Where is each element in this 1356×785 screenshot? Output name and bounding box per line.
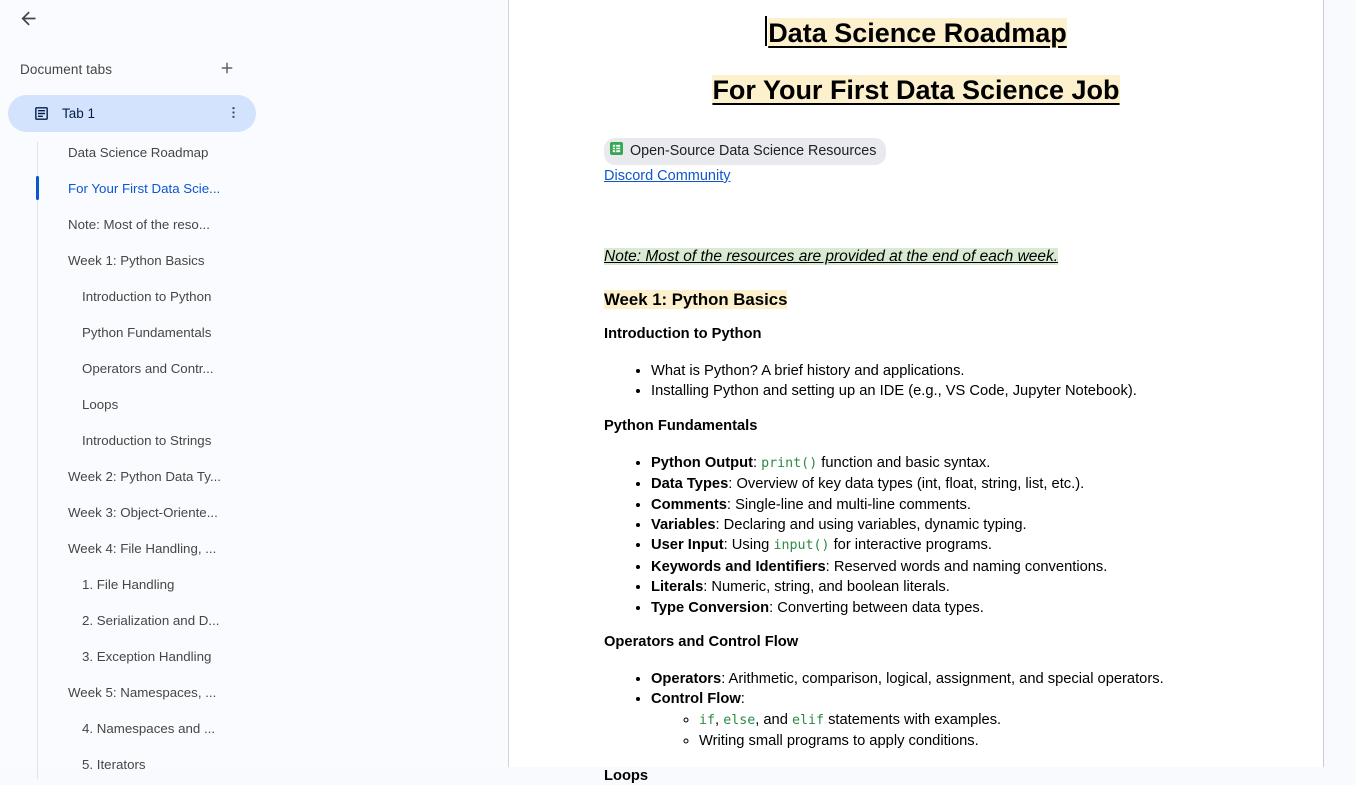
outline-item-label: 2. Serialization and D... (82, 612, 220, 628)
outline-item-label: Introduction to Strings (82, 432, 212, 448)
plus-icon (218, 59, 236, 80)
outline-item-label: Week 1: Python Basics (68, 252, 205, 268)
document-tabs-sidebar (0, 0, 509, 772)
tab-options-button[interactable] (220, 101, 246, 127)
inline-code: input() (773, 538, 830, 554)
outline-item[interactable] (0, 206, 508, 242)
outline-item-label: Week 3: Object-Oriente... (68, 504, 218, 520)
bullet-item[interactable]: • Type Conversion: Converting between data types. (651, 598, 1228, 618)
outline-item-label: For Your First Data Scie... (68, 180, 221, 196)
week-heading[interactable] (604, 289, 1228, 310)
bullet-item[interactable]: ◦ if, else, and elif statements with examples. (699, 710, 1228, 731)
week-heading-text: Week 1: Python Basics (604, 290, 788, 309)
outline-item[interactable] (0, 386, 508, 422)
bullet-item[interactable]: ◦ Writing small programs to apply conditions. (699, 731, 1228, 751)
outline-item[interactable] (0, 746, 508, 782)
section-heading[interactable]: Python Fundamentals (604, 417, 758, 434)
bullet-item[interactable]: • Installing Python and setting up an IDE (e.g., VS Code, Jupyter Notebook). (651, 381, 1228, 401)
bullet-item[interactable]: • Data Types: Overview of key data types (int, float, string, list, etc.). (651, 474, 1228, 494)
section-heading[interactable]: Loops (604, 767, 649, 784)
back-button[interactable] (12, 4, 44, 36)
chip-label: Open-Source Data Science Resources (630, 143, 877, 159)
outline-item[interactable] (0, 458, 508, 494)
bullet-item[interactable]: • Variables: Declaring and using variables, dynamic typing. (651, 515, 1228, 535)
note-paragraph[interactable] (604, 246, 1228, 268)
discord-community-link[interactable]: Discord Community (604, 168, 731, 184)
section-heading[interactable]: Operators and Control Flow (604, 634, 799, 651)
section-heading[interactable]: Introduction to Python (604, 326, 762, 342)
outline-item-label: Week 2: Python Data Ty... (68, 468, 221, 484)
outline-item[interactable] (0, 530, 508, 566)
note-text: Note: Most of the resources are provided at the end of each week. (604, 248, 1059, 265)
bullet-item[interactable]: • Comments: Single-line and multi-line comments. (651, 495, 1228, 515)
outline-item-label: Operators and Contr... (82, 360, 214, 376)
outline-item[interactable] (0, 242, 508, 278)
inline-code: elif (791, 712, 824, 728)
outline-item[interactable] (0, 278, 508, 314)
outline-item-label: 4. Namespaces and ... (82, 720, 216, 736)
outline-item[interactable] (0, 422, 508, 458)
document-tab-icon (33, 105, 50, 122)
document-canvas (509, 0, 1356, 784)
bullet-item[interactable]: • What is Python? A brief history and applications. (651, 361, 1228, 381)
inline-code: else (723, 712, 756, 728)
outline-item[interactable] (0, 494, 508, 530)
inline-code: if (699, 712, 716, 728)
outline-item-label: Data Science Roadmap (68, 144, 209, 160)
doc-subtitle-text: For Your First Data Science Job (712, 75, 1120, 105)
bullet-item[interactable]: • Keywords and Identifiers: Reserved words and naming conventions. (651, 557, 1228, 577)
outline-list (0, 134, 508, 779)
outline-item-label: Python Fundamentals (82, 324, 212, 340)
outline-item[interactable] (0, 674, 508, 710)
outline-item[interactable] (0, 350, 508, 386)
arrow-back-icon (18, 8, 39, 32)
outline-item-label: 5. Iterators (82, 756, 146, 772)
outline-item[interactable] (0, 314, 508, 350)
outline-item[interactable] (0, 566, 508, 602)
doc-title-line2[interactable] (604, 73, 1228, 107)
bullet-item[interactable]: • User Input: Using input() for interactive programs. (651, 535, 1228, 556)
outline-item-label: 3. Exception Handling (82, 648, 212, 664)
bullet-item[interactable]: • Literals: Numeric, string, and boolean literals. (651, 577, 1228, 597)
outline-item-label: Week 5: Namespaces, ... (68, 684, 217, 700)
text-cursor (765, 16, 767, 46)
bullet-item[interactable]: • Operators: Arithmetic, comparison, logical, assignment, and special operators. (651, 669, 1228, 689)
sheets-file-icon (610, 140, 623, 162)
outline-item[interactable] (0, 602, 508, 638)
link-line (604, 166, 1228, 186)
sheets-smart-chip[interactable] (604, 138, 886, 165)
tab-label: Tab 1 (62, 106, 96, 121)
outline-item[interactable] (0, 134, 508, 170)
inline-code: print() (761, 455, 818, 471)
outline-item-label: 1. File Handling (82, 576, 175, 592)
doc-title-line1[interactable] (604, 16, 1228, 50)
outline-item-label: Note: Most of the reso... (68, 216, 210, 232)
kebab-menu-icon (226, 105, 241, 123)
add-tab-button[interactable] (214, 56, 240, 82)
bullet-item[interactable]: • Control Flow: (651, 689, 1228, 709)
tabs-header (20, 56, 240, 82)
document-tabs-label: Document tabs (20, 61, 113, 77)
outline-item[interactable] (0, 710, 508, 746)
bullet-list (604, 669, 1228, 752)
doc-title-text: Data Science Roadmap (768, 18, 1067, 48)
tab-item-tab1[interactable] (8, 95, 256, 132)
outline-item[interactable] (0, 638, 508, 674)
document-page[interactable] (509, 0, 1324, 784)
bullet-list (604, 361, 1228, 402)
outline-item-label: Introduction to Python (82, 288, 212, 304)
bullet-list (604, 453, 1228, 618)
outline-item-label: Loops (82, 396, 119, 412)
doc-sections (604, 326, 1228, 785)
outline-item-label: Week 4: File Handling, ... (68, 540, 217, 556)
chip-line (604, 138, 1228, 165)
bullet-item[interactable]: • Python Output: print() function and basic syntax. (651, 453, 1228, 474)
outline-item[interactable] (0, 170, 508, 206)
